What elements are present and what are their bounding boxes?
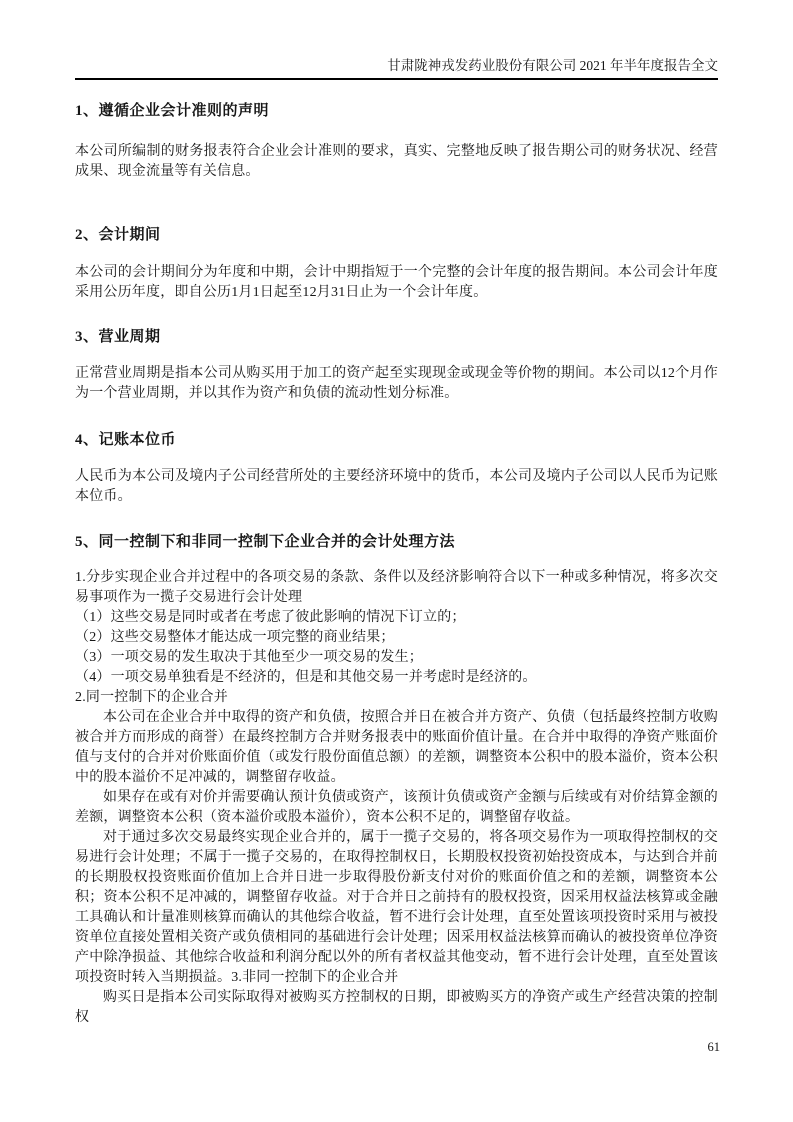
list-item: （2）这些交易整体才能达成一项完整的商业结果； [75, 630, 395, 645]
paragraph: 本公司在企业合并中取得的资产和负债，按照合并日在被合并方资产、负债（包括最终控制方收购被合并方而形成的商誉）在最终控制方合并财务报表中的账面价值计量。在合并中取得的净资产账面价值与支付的合并对价账面价值（或发行股份面值总额）的差额，调整资本公积中的股本溢价，资本公积中的股本溢价不足冲减的，调整留存收益。 [75, 710, 718, 785]
list-item: （1）这些交易是同时或者在考虑了彼此影响的情况下订立的； [75, 610, 466, 625]
paragraph: 1.分步实现企业合并过程中的各项交易的条款、条件以及经济影响符合以下一种或多种情况，将多次交易事项作为一揽子交易进行会计处理 [75, 570, 718, 605]
section-1-heading: 1、遵循企业会计准则的声明 [75, 103, 270, 119]
paragraph: 如果存在或有对价并需要确认预计负债或资产，该预计负债或资产金额与后续或有对价结算金额的差额，调整资本公积（资本溢价或股本溢价），资本公积不足的，调整留存收益。 [75, 790, 718, 825]
paragraph: 正常营业周期是指本公司从购买用于加工的资产起至实现现金或现金等价物的期间。本公司以12个月作为一个营业周期，并以其作为资产和负债的流动性划分标准。 [75, 366, 718, 401]
list-item: （3）一项交易的发生取决于其他至少一项交易的发生； [75, 650, 423, 665]
paragraph: 对于通过多次交易最终实现企业合并的，属于一揽子交易的，将各项交易作为一项取得控制权的交易进行会计处理；不属于一揽子交易的，在取得控制权日，长期股权投资初始投资成本，与达到合并前的长期股权投资账面价值加上合并日进一步取得股份新支付对价的账面价值之和的差额，调整资本公积；资本公积不足冲减的，调整留存收益。对于合并日之前持有的股权投资，因采用权益法核算或金融工具确认和计量准则核算而确认的其他综合收益，暂不进行会计处理，直至处置该项投资时采用与被投资单位直接处置相关资产或负债相同的基础进行会计处理；因采用权益法核算而确认的被投资单位净资产中除净损益、其他综合收益和利润分配以外的所有者权益其他变动，暂不进行会计处理，直至处置该项投资时转入当期损益。3.非同一控制下的企业合并 [75, 830, 718, 985]
section-business-combination-methods [75, 532, 718, 1028]
paragraph: 2.同一控制下的企业合并 [75, 690, 228, 705]
page-number: 61 [707, 1040, 720, 1054]
paragraph: 购买日是指本公司实际取得对被购买方控制权的日期，即被购买方的净资产或生产经营决策的控制权 [75, 990, 718, 1025]
paragraph: 本公司所编制的财务报表符合企业会计准则的要求，真实、完整地反映了报告期公司的财务状况、经营成果、现金流量等有关信息。 [75, 144, 718, 179]
section-operating-cycle [75, 327, 718, 404]
page-header [75, 0, 718, 80]
paragraph: 本公司的会计期间分为年度和中期，会计中期指短于一个完整的会计年度的报告期间。本公司会计年度采用公历年度，即自公历1月1日起至12月31日止为一个会计年度。 [75, 265, 718, 300]
section-2-heading: 2、会计期间 [75, 227, 161, 243]
section-3-heading: 3、营业周期 [75, 329, 161, 345]
section-accounting-period [75, 225, 718, 303]
section-functional-currency [75, 430, 718, 507]
section-4-heading: 4、记账本位币 [75, 432, 177, 448]
section-5-body [75, 568, 718, 1028]
section-accounting-standards-statement [75, 101, 718, 182]
paragraph: 人民币为本公司及境内子公司经营所处的主要经济环境中的货币，本公司及境内子公司以人民币为记账本位币。 [75, 469, 718, 504]
report-header-title: 甘肃陇神戎发药业股份有限公司 2021 年半年度报告全文 [387, 58, 718, 73]
section-5-heading: 5、同一控制下和非同一控制下企业合并的会计处理方法 [75, 534, 456, 550]
list-item: （4）一项交易单独看是不经济的，但是和其他交易一并考虑时是经济的。 [75, 670, 537, 685]
